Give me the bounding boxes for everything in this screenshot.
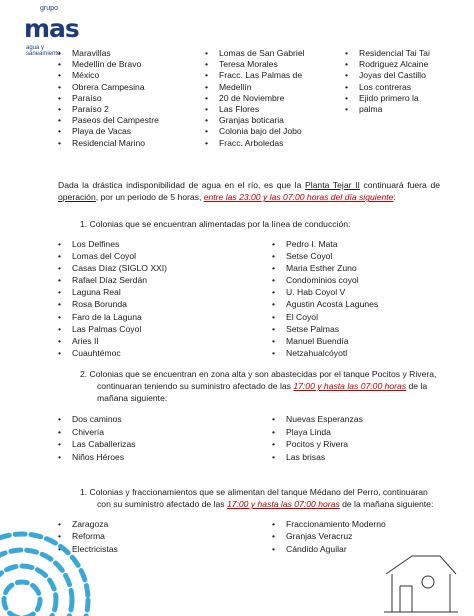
- list-item: • Rosa Borunda: [58, 298, 167, 310]
- list-item: • Manuel Buendía: [272, 335, 378, 347]
- list-item: • México: [58, 70, 159, 81]
- list-item: • Aries II: [58, 335, 167, 347]
- list-item: • Netzahualcóyotl: [272, 347, 378, 359]
- house-illustration: [382, 552, 460, 614]
- section2-right-list: [272, 413, 363, 463]
- list-item-continuation: [345, 104, 437, 115]
- section2-line2-text: continuaran teniendo su suministro afectado de las: [97, 381, 294, 392]
- logo-grupo-text: grupo: [40, 5, 58, 12]
- list-item: • Rodriguez Alcaine: [345, 59, 437, 70]
- section3-line2-text: con su suministro afectado de las: [97, 499, 227, 510]
- list-item: • Lomas de San Gabriel: [205, 48, 305, 59]
- logo-line1: agua y: [26, 45, 45, 51]
- list-item-continuation-text: palma: [359, 104, 383, 115]
- intro-paragraph: [58, 179, 440, 203]
- section3-hours: 17:00 y hasta las 07:00 horas: [226, 499, 340, 510]
- list-item: • Rafael Díaz Serdán: [58, 274, 167, 286]
- list-item: • Colonia bajo del Jobo: [205, 126, 305, 137]
- intro-text-3: , por un periodo de 5 horas,: [95, 192, 204, 203]
- water-swirl-decoration: [0, 480, 110, 616]
- list-item: • Los contreras: [345, 82, 437, 93]
- section3-line1: 1. Colonias y fraccionamientos que se alimentan del tanque Médano del Perro, continuaran: [80, 487, 428, 497]
- list-item: • Playa Linda: [272, 426, 363, 439]
- list-item: • Ejido primero la: [345, 93, 437, 104]
- logo-mas-text: mas: [24, 14, 79, 43]
- section3-line2: [80, 498, 442, 510]
- list-item: • Pedro I. Mata: [272, 238, 378, 250]
- list-item: • Fracc. Las Palmas de: [205, 70, 305, 81]
- section2-line1: 2. Colonias que se encuentran en zona alta y son abastecidas por el tanque Pocitos y Rivera,: [80, 369, 437, 379]
- list-item: • Cuauhtémoc: [58, 347, 167, 359]
- section1-heading: 1. Colonias que se encuentran alimentadas por la línea de conducción:: [80, 219, 351, 229]
- list-item: • Granjas Veracruz: [272, 530, 386, 542]
- list-item-continuation-text: Medellín: [219, 81, 252, 92]
- list-item: • Los Delfines: [58, 238, 167, 250]
- list-item: • Zaragoza: [58, 518, 118, 530]
- list-item: • Las Palmas Coyol: [58, 323, 167, 335]
- section3-heading: [80, 486, 442, 510]
- list-item: • Paraíso: [58, 93, 159, 104]
- list-item: • Residencial Marino: [58, 138, 159, 149]
- intro-operacion: operación: [58, 192, 96, 203]
- intro-text-1: Dada la drástica indisponibilidad de agua en el río, es que la: [58, 180, 305, 190]
- logo-line2: saneamiento: [26, 51, 61, 57]
- section1-left-list: [58, 238, 167, 359]
- list-item: • Las brisas: [272, 451, 363, 464]
- list-item: • Pocitos y Rivera: [272, 438, 363, 451]
- list-item: • Electricistas: [58, 543, 118, 555]
- list-item: • Joyas del Castillo: [345, 70, 437, 81]
- section2-hours: 17:00 y hasta las 07:00 horas: [293, 381, 407, 392]
- section2-heading: [80, 368, 442, 405]
- list-item: • Agustin Acosta Lagunes: [272, 298, 378, 310]
- list-item: • Teresa Morales: [205, 59, 305, 70]
- list-item: • Setse Palmas: [272, 323, 378, 335]
- list-item: • Lomas del Coyol: [58, 250, 167, 262]
- list-item: • Maria Esther Zuno: [272, 262, 378, 274]
- list-item: • Condominios coyol: [272, 274, 378, 286]
- list-item: • Reforma: [58, 530, 118, 542]
- section2-line2: [80, 380, 442, 392]
- intro-text-4: :: [393, 192, 396, 203]
- list-item: • Setse Coyol: [272, 250, 378, 262]
- list-item: • Residencial Tai Tai: [345, 48, 437, 59]
- list-item-continuation: [205, 82, 305, 93]
- list-item: • Dos caminos: [58, 413, 136, 426]
- section2-left-list: [58, 413, 136, 463]
- list-item: • Las Flores: [205, 104, 305, 115]
- list-item: • Nuevas Esperanzas: [272, 413, 363, 426]
- intro-text-2: continuará fuera de: [359, 180, 441, 190]
- list-item: • U. Hab Coyol V: [272, 286, 378, 298]
- section3-line2-end: de la mañana siguiente:: [339, 499, 434, 510]
- list-item: • Niños Héroes: [58, 451, 136, 464]
- list-item: • Medellín de Bravo: [58, 59, 159, 70]
- list-item: • Fracc. Arboledas: [205, 138, 305, 149]
- section2-line3: mañana siguiente:: [97, 393, 168, 404]
- top-list-col2: [205, 48, 305, 149]
- section3-right-list: [272, 518, 386, 555]
- list-item: • Fraccionamiento Moderno: [272, 518, 386, 530]
- list-item: • Chivería: [58, 426, 136, 439]
- list-item: • Granjas boticaria: [205, 115, 305, 126]
- list-item: • Casas Díaz (SIGLO XXI): [58, 262, 167, 274]
- section2-line2-end: de la: [406, 381, 428, 392]
- list-item: • Faro de la Laguna: [58, 311, 167, 323]
- list-item: • Laguna Real: [58, 286, 167, 298]
- list-item: • Maravillas: [58, 48, 159, 59]
- list-item: • Las Caballerizas: [58, 438, 136, 451]
- list-item: • Playa de Vacas: [58, 126, 159, 137]
- list-item: • Cándido Aguilar: [272, 543, 386, 555]
- intro-planta: Planta Tejar II: [305, 180, 360, 190]
- list-item: • Obrera Campesina: [58, 82, 159, 93]
- top-list-col3: [345, 48, 437, 115]
- intro-hours: entre las 23:00 y las 07:00 horas del día siguiente: [203, 192, 394, 203]
- list-item: • 20 de Noviembre: [205, 93, 305, 104]
- list-item: • Paseos del Campestre: [58, 115, 159, 126]
- list-item: • El Coyol: [272, 311, 378, 323]
- section1-right-list: [272, 238, 378, 359]
- top-list-col1: [58, 48, 159, 149]
- list-item: • Paraíso 2: [58, 104, 159, 115]
